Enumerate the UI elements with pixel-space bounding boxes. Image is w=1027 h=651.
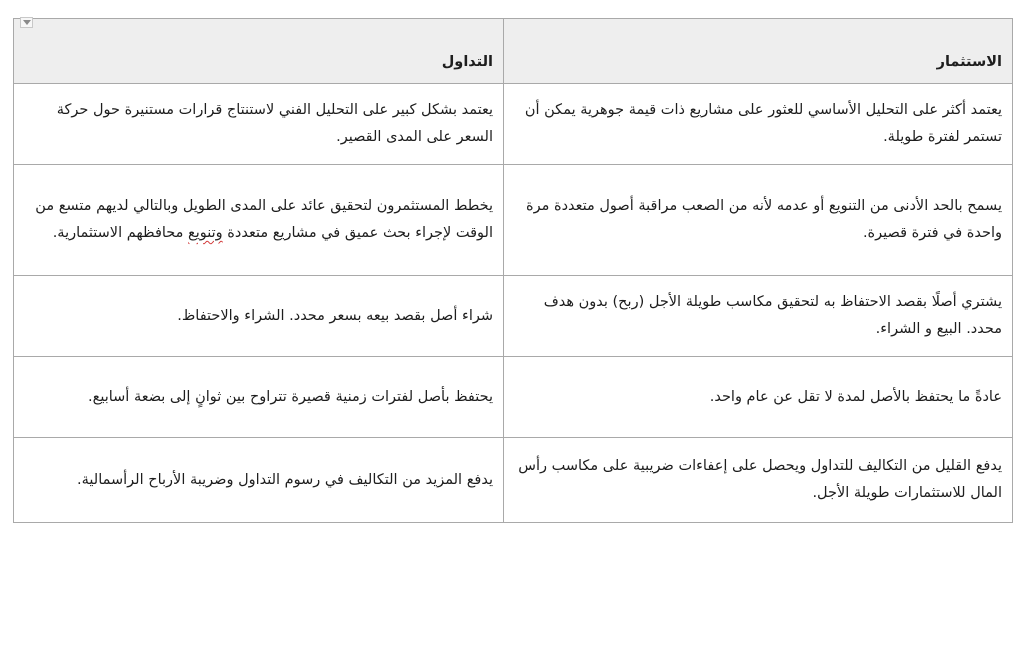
header-trading-label: التداول: [441, 54, 493, 70]
cell-investing: يدفع القليل من التكاليف للتداول ويحصل على إعفاءات ضريبية على مكاسب رأس المال للاستثمارات طويلة الأجل.: [504, 438, 1013, 523]
table-row: [14, 357, 1013, 438]
header-row: [14, 19, 1013, 84]
cell-investing: يعتمد أكثر على التحليل الأساسي للعثور على مشاريع ذات قيمة جوهرية يمكن أن تستمر لفترة طويلة.: [504, 84, 1013, 165]
cell-investing: يشتري أصلًا بقصد الاحتفاظ به لتحقيق مكاسب طويلة الأجل (ربح) بدون هدف محدد. البيع و الشراء.: [504, 276, 1013, 357]
dropdown-arrow-icon[interactable]: [20, 17, 33, 28]
header-investing-label: الاستثمار: [936, 54, 1002, 70]
cell-investing: يسمح بالحد الأدنى من التنويع أو عدمه لأنه من الصعب مراقبة أصول متعددة مرة واحدة في فترة قصيرة.: [504, 165, 1013, 276]
table-row: [14, 84, 1013, 165]
header-investing: [504, 19, 1013, 84]
cell-trading: [14, 165, 504, 276]
table-row: [14, 276, 1013, 357]
cell-investing: عادةً ما يحتفظ بالأصل لمدة لا تقل عن عام واحد.: [504, 357, 1013, 438]
cell-trading: يدفع المزيد من التكاليف في رسوم التداول وضريبة الأرباح الرأسمالية.: [14, 438, 504, 523]
spellcheck-flagged-word[interactable]: وتنويع: [188, 225, 223, 241]
cell-trading: يعتمد بشكل كبير على التحليل الفني لاستنتاج قرارات مستنيرة حول حركة السعر على المدى القصير.: [14, 84, 504, 165]
cell-trading: يحتفظ بأصل لفترات زمنية قصيرة تتراوح بين ثوانٍ إلى بضعة أسابيع.: [14, 357, 504, 438]
comparison-table: [13, 18, 1013, 523]
cell-trading: شراء أصل بقصد بيعه بسعر محدد. الشراء والاحتفاظ.: [14, 276, 504, 357]
header-trading: [14, 19, 504, 84]
table-row: [14, 165, 1013, 276]
cell-text: محافظهم الاستثمارية.: [52, 225, 189, 241]
table-row: [14, 438, 1013, 523]
cell-text: يخطط المستثمرون لتحقيق عائد على المدى الطويل وبالتالي لديهم متسع من الوقت لإجراء بحث عميق في مشاريع متعددة: [35, 198, 493, 241]
